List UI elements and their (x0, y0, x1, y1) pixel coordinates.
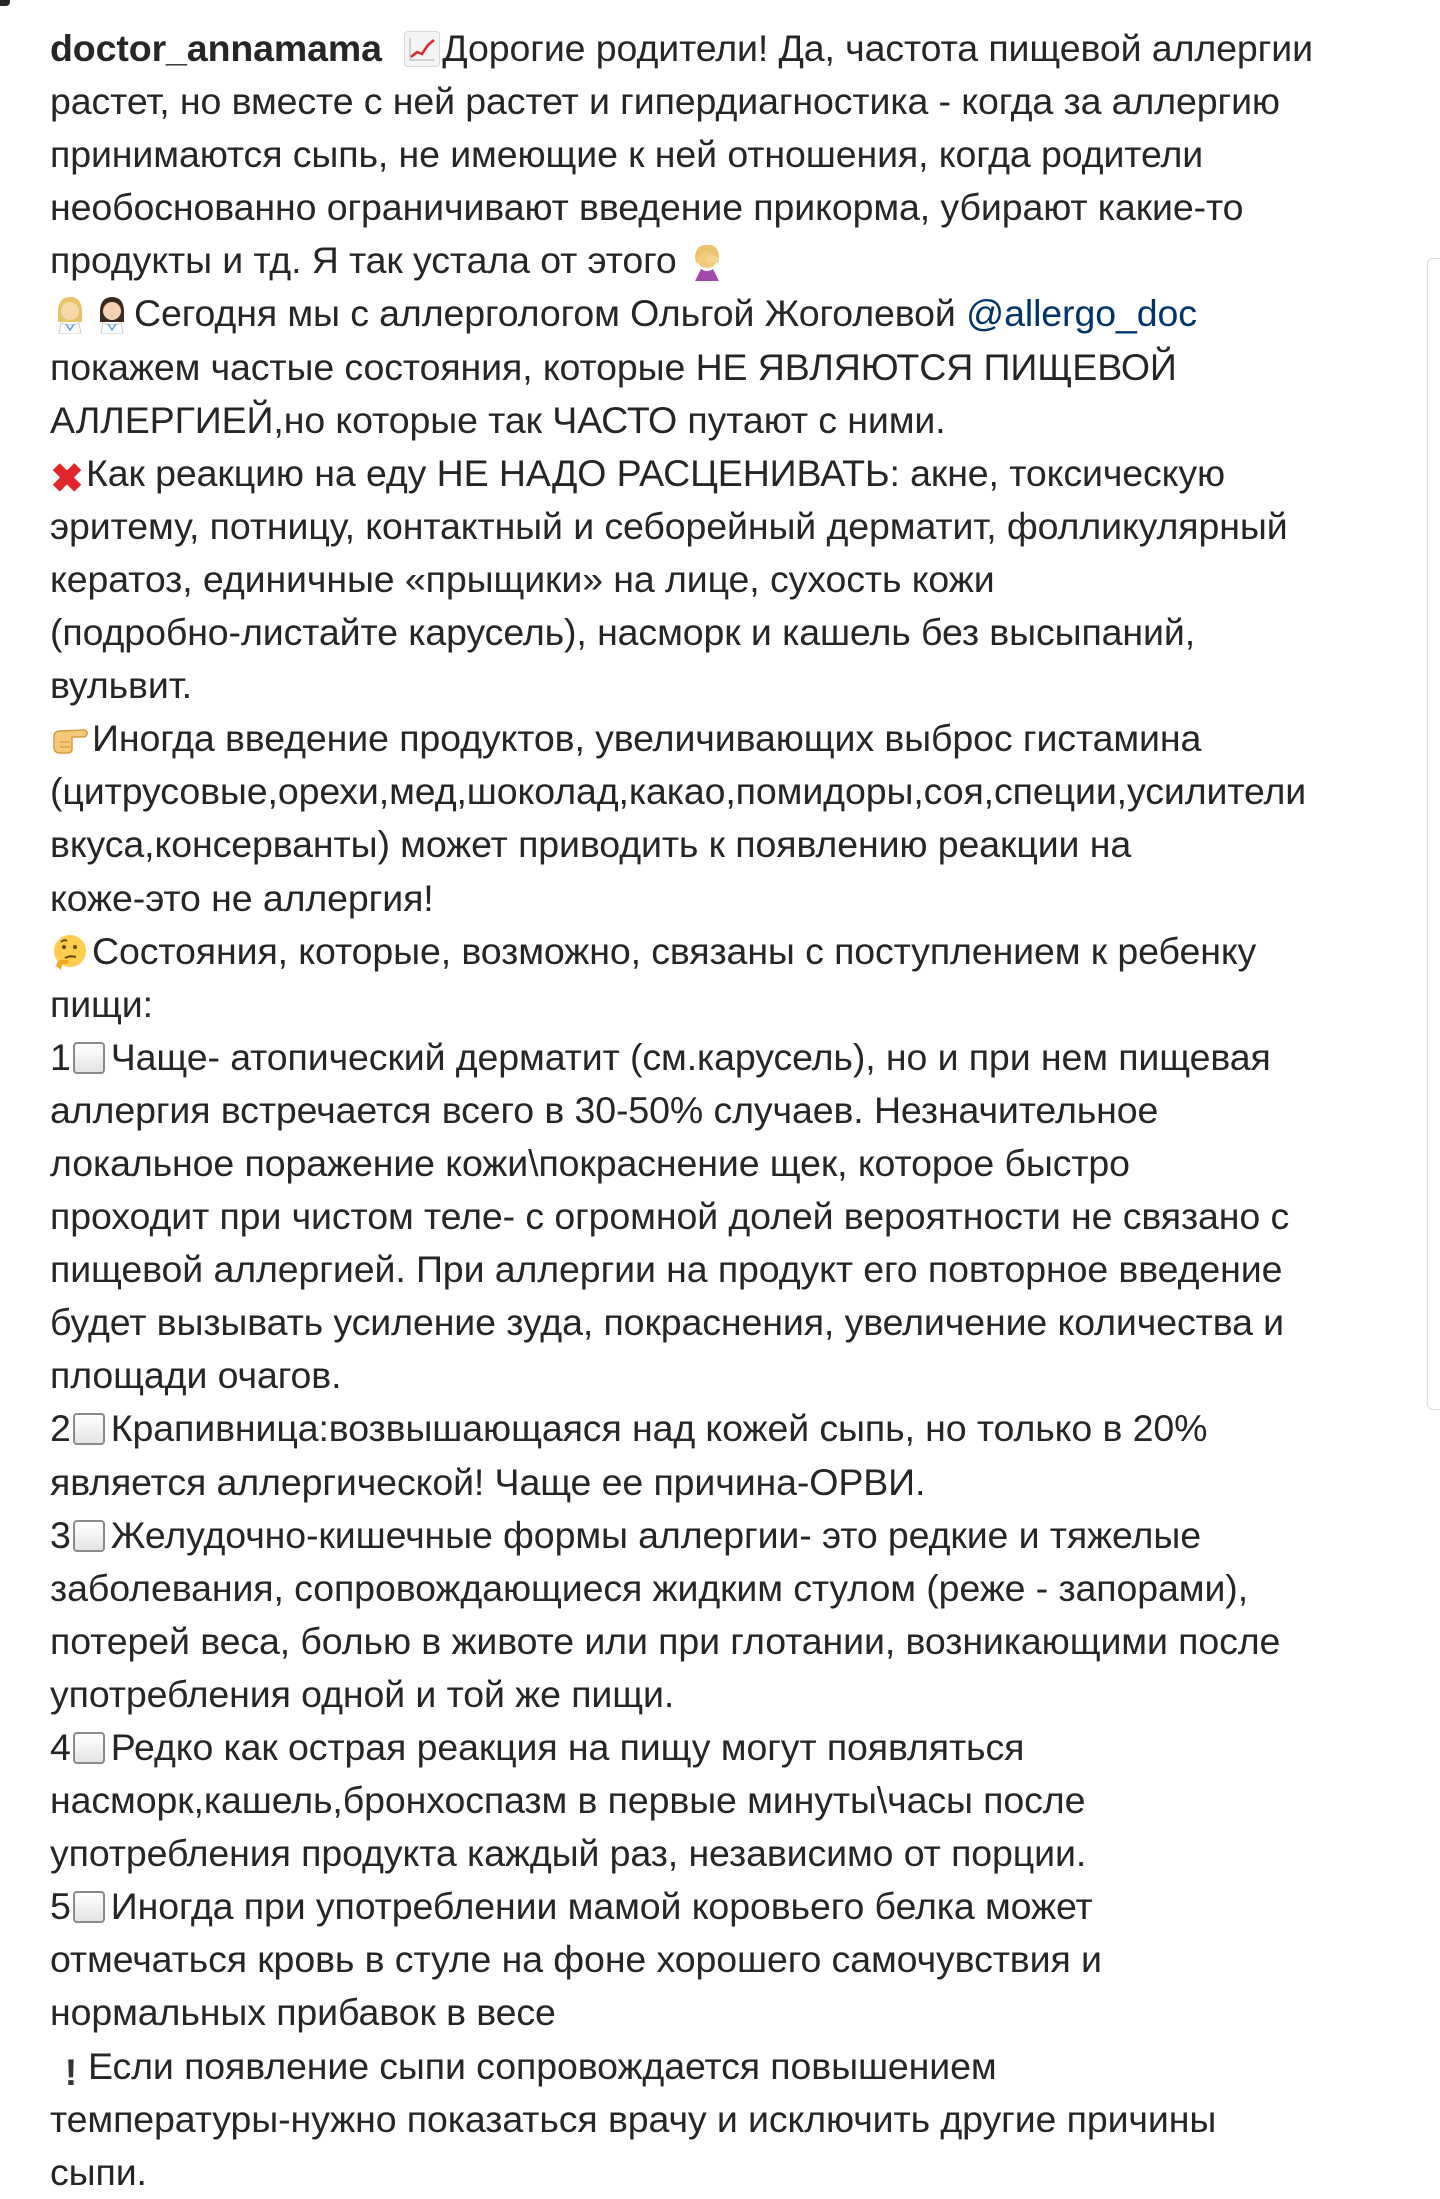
previous-content-fragment (0, 0, 10, 6)
backhand-index-pointing-right-icon (50, 719, 90, 757)
caption-text: Иногда введение продуктов, увеличивающих выброс гистамина (92, 717, 1202, 760)
caption-text: Чаще- атопический дерматит (см.карусель), но и при нем пищевая (110, 1035, 1271, 1078)
caption-line-9 (50, 447, 1390, 500)
caption-line-2: растет, но вместе с ней растет и гипердиагностика - когда за аллергию (50, 80, 1280, 123)
list-number: 5 (50, 1885, 71, 1928)
caption-text: Дорогие родители! Да, частота пищевой аллергии (442, 27, 1313, 69)
caption-text: Состояния, которые, возможно, связаны с поступлением к ребенку (92, 929, 1257, 972)
caption-line-1 (50, 22, 1390, 75)
caption-text: Крапивница:возвышающаяся над кожей сыпь, но только в 20% (110, 1407, 1208, 1450)
white-square-button-icon (73, 1891, 105, 1923)
list-number: 1 (50, 1035, 71, 1078)
caption-line-25: будет вызывать усиление зуда, покраснения, увеличение количества и (50, 1301, 1285, 1344)
caption-line-35: употребления продукта каждый раз, независимо от порции. (50, 1832, 1087, 1875)
caption-line-28: является аллергической! Чаще ее причина-ОРВИ. (50, 1460, 926, 1503)
white-square-button-icon (73, 1413, 105, 1445)
caption-line-7: покажем частые состояния, которые НЕ ЯВЛЯЮТСЯ ПИЩЕВОЙ (50, 345, 1177, 388)
caption-line-14 (50, 712, 1390, 765)
caption-line-3: принимаются сыпь, не имеющие к ней отношения, когда родители (50, 133, 1204, 176)
caption-line-36 (50, 1880, 1390, 1933)
white-square-button-icon (73, 1520, 105, 1552)
woman-health-worker-icon (92, 294, 132, 332)
caption-line-34: насморк,кашель,бронхоспазм в первые минуты\часы после (50, 1779, 1086, 1822)
caption-line-21: аллергия встречается всего в 30-50% случаев. Незначительное (50, 1088, 1159, 1131)
caption-line-32: употребления одной и той же пищи. (50, 1672, 675, 1715)
caption-line-20 (50, 1031, 1390, 1084)
white-square-button-icon (73, 1042, 105, 1074)
caption-line-10: эритему, потницу, контактный и себорейный дерматит, фолликулярный (50, 504, 1288, 547)
caption-line-40: температуры-нужно показаться врачу и исключить другие причины (50, 2097, 1217, 2140)
caption-text: Желудочно-кишечные формы аллергии- это редкие и тяжелые (110, 1513, 1201, 1556)
caption-line-39 (50, 2040, 1390, 2093)
caption-text: Если появление сыпи сопровождается повышением (88, 2044, 997, 2087)
caption-line-8: АЛЛЕРГИЕЙ,но которые так ЧАСТО путают с ними. (50, 398, 946, 441)
caption-line-17: коже-это не аллергия! (50, 876, 434, 919)
caption-line-13: вульвит. (50, 664, 192, 707)
scrollbar[interactable] (1427, 258, 1440, 1410)
caption-line-23: проходит при чистом теле- с огромной долей вероятности не связано с (50, 1195, 1290, 1238)
caption-line-26: площади очагов. (50, 1354, 342, 1397)
caption-line-24: пищевой аллергией. При аллергии на продукт его повторное введение (50, 1248, 1283, 1291)
caption-text: Иногда при употреблении мамой коровьего белка может (110, 1885, 1093, 1928)
cross-mark-icon: ✖ (50, 456, 84, 501)
thinking-face-icon (50, 932, 90, 970)
caption-line-6 (50, 287, 1390, 340)
list-number: 2 (50, 1407, 71, 1450)
caption-line-18 (50, 925, 1390, 978)
white-square-button-icon (73, 1732, 105, 1764)
woman-facepalming-icon (687, 241, 727, 279)
post-caption (50, 22, 1390, 2199)
caption-line-31: потерей веса, болью в животе или при глотании, возникающими после (50, 1619, 1281, 1662)
chart-increasing-icon (404, 31, 440, 67)
caption-line-16: вкуса,консерванты) может приводить к появлению реакции на (50, 823, 1132, 866)
caption-line-12: (подробно-листайте карусель), насморк и кашель без высыпаний, (50, 611, 1196, 654)
caption-line-29 (50, 1509, 1390, 1562)
caption-line-11: кератоз, единичные «прыщики» на лице, сухость кожи (50, 557, 995, 600)
caption-text: Сегодня мы с аллергологом Ольгой Жоголевой (134, 292, 956, 335)
mention-link[interactable]: @allergo_doc (966, 292, 1197, 335)
caption-line-22: локальное поражение кожи\покраснение щек, которое быстро (50, 1141, 1130, 1184)
caption-line-4: необоснованно ограничивают введение прикорма, убирают какие-то (50, 186, 1244, 229)
exclamation-mark-icon: ! (64, 2050, 78, 2093)
caption-line-33 (50, 1721, 1390, 1774)
woman-health-worker-icon (50, 294, 90, 332)
caption-line-41: сыпи. (50, 2150, 147, 2193)
caption-line-38: нормальных прибавок в весе (50, 1991, 556, 2034)
caption-line-19: пищи: (50, 982, 153, 1025)
username-link[interactable]: doctor_annamama (50, 27, 382, 69)
caption-line-37: отмечаться кровь в стуле на фоне хорошего самочувствия и (50, 1938, 1102, 1981)
caption-text: Редко как острая реакция на пищу могут появляться (110, 1726, 1025, 1768)
caption-text: продукты и тд. Я так устала от этого (50, 239, 677, 282)
caption-line-30: заболевания, сопровождающиеся жидким стулом (реже - запорами), (50, 1566, 1249, 1609)
list-number: 4 (50, 1726, 71, 1768)
list-number: 3 (50, 1513, 71, 1556)
caption-text: Как реакцию на еду НЕ НАДО РАСЦЕНИВАТЬ: акне, токсическую (86, 451, 1226, 494)
caption-line-5 (50, 234, 1390, 287)
caption-line-27 (50, 1402, 1390, 1455)
caption-line-15: (цитрусовые,орехи,мед,шоколад,какао,помидоры,соя,специи,усилители (50, 770, 1307, 813)
